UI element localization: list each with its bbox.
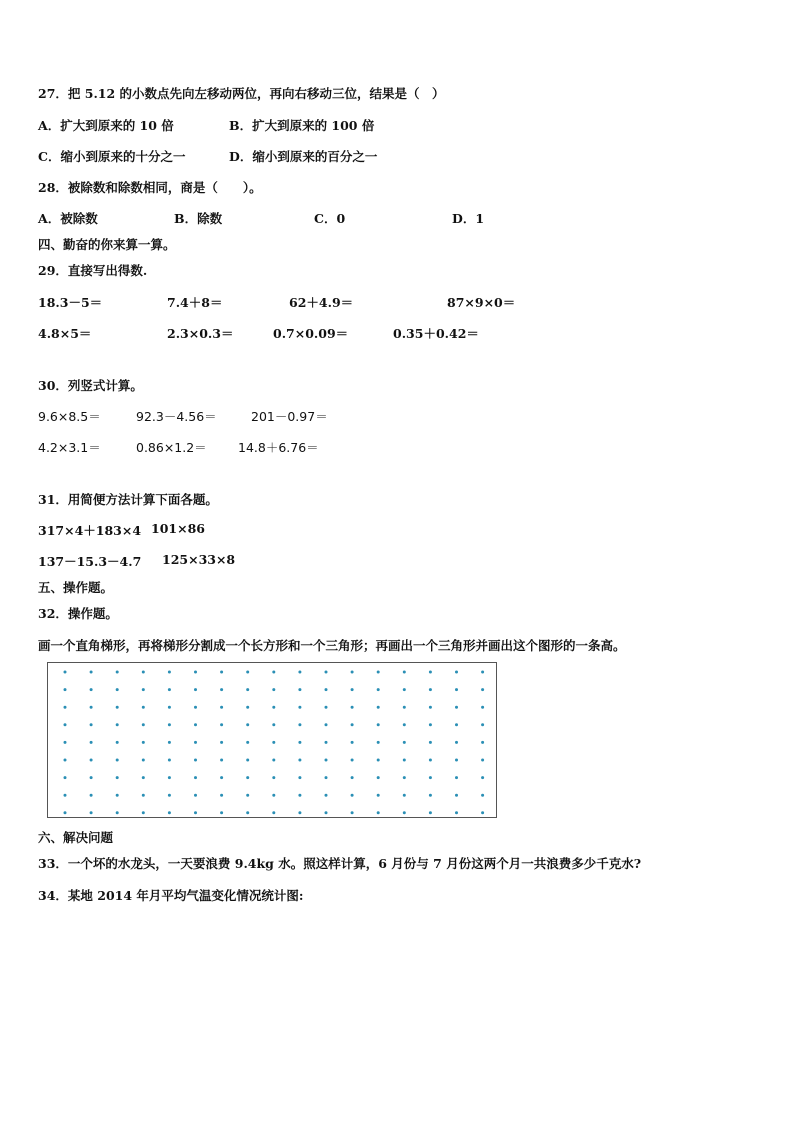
grid-dot <box>194 741 197 744</box>
q30-item: 9.6×8.5＝ <box>38 409 101 424</box>
grid-dot <box>168 671 171 674</box>
q29-item: 18.3－5＝ <box>38 295 103 310</box>
q28-option-a: A．被除数 <box>38 211 98 226</box>
q29-item: 2.3×0.3＝ <box>167 326 234 341</box>
grid-dot <box>272 723 275 726</box>
grid-dot <box>220 811 223 814</box>
grid-dot <box>455 794 458 797</box>
grid-dot <box>325 759 328 762</box>
grid-dot <box>298 811 301 814</box>
grid-dot <box>246 688 249 691</box>
grid-dot <box>90 723 93 726</box>
grid-dot <box>168 794 171 797</box>
grid-dot <box>403 688 406 691</box>
grid-dot <box>246 811 249 814</box>
grid-dot <box>168 776 171 779</box>
grid-dot <box>429 688 432 691</box>
grid-dot <box>64 776 67 779</box>
grid-dot <box>429 776 432 779</box>
grid-dot <box>142 741 145 744</box>
grid-dot <box>194 723 197 726</box>
grid-dot <box>194 688 197 691</box>
grid-dot <box>325 776 328 779</box>
grid-dot <box>298 741 301 744</box>
grid-dot <box>325 706 328 709</box>
grid-dot <box>272 706 275 709</box>
grid-dot <box>403 741 406 744</box>
grid-dot <box>246 741 249 744</box>
grid-dot <box>142 688 145 691</box>
grid-dot <box>351 759 354 762</box>
grid-dot <box>429 759 432 762</box>
grid-dot <box>298 723 301 726</box>
grid-dot <box>481 794 484 797</box>
grid-dot <box>220 794 223 797</box>
grid-dot <box>168 741 171 744</box>
grid-dot <box>194 776 197 779</box>
grid-dot <box>116 706 119 709</box>
grid-dot <box>64 811 67 814</box>
grid-dot <box>325 811 328 814</box>
grid-dot <box>272 794 275 797</box>
grid-dot <box>377 776 380 779</box>
grid-dot <box>194 706 197 709</box>
grid-dot <box>351 741 354 744</box>
q31-item: 125×33×8 <box>162 552 236 567</box>
q28-option-d: D．1 <box>452 211 485 226</box>
dot-grid-canvas <box>48 663 496 817</box>
grid-dot <box>64 759 67 762</box>
grid-dot <box>64 794 67 797</box>
grid-dot <box>90 741 93 744</box>
grid-dot <box>377 759 380 762</box>
grid-dot <box>142 706 145 709</box>
grid-dot <box>142 759 145 762</box>
grid-dot <box>403 706 406 709</box>
grid-dot <box>455 688 458 691</box>
q28-option-c: C．0 <box>314 211 346 226</box>
grid-dot <box>455 741 458 744</box>
grid-dot <box>481 811 484 814</box>
q29-item: 4.8×5＝ <box>38 326 92 341</box>
grid-dot <box>90 688 93 691</box>
grid-dot <box>194 759 197 762</box>
grid-dot <box>64 688 67 691</box>
q32-instruction: 画一个直角梯形，再将梯形分割成一个长方形和一个三角形；再画出一个三角形并画出这个图形的一条高。 <box>38 638 626 653</box>
grid-dot <box>272 759 275 762</box>
grid-dot <box>403 671 406 674</box>
grid-dot <box>377 688 380 691</box>
grid-dot <box>298 671 301 674</box>
q33-stem: 33．一个坏的水龙头，一天要浪费 9.4kg 水。照这样计算，6 月份与 7 月份这两个月一共浪费多少千克水? <box>38 856 642 871</box>
grid-dot <box>142 811 145 814</box>
q29-item: 0.35＋0.42＝ <box>393 326 479 341</box>
grid-dot <box>142 671 145 674</box>
q30-stem: 30．列竖式计算。 <box>38 378 143 393</box>
section-6-heading: 六、解决问题 <box>38 830 114 845</box>
grid-dot <box>481 759 484 762</box>
grid-dot <box>429 706 432 709</box>
grid-dot <box>298 794 301 797</box>
q31-item: 101×86 <box>151 521 205 536</box>
grid-dot <box>168 759 171 762</box>
grid-dot <box>377 811 380 814</box>
grid-dot <box>220 671 223 674</box>
grid-dot <box>325 671 328 674</box>
q27-stem: 27．把 5.12 的小数点先向左移动两位，再向右移动三位，结果是（ ） <box>38 86 445 101</box>
grid-dot <box>194 811 197 814</box>
q30-item: 92.3－4.56＝ <box>136 409 217 424</box>
grid-dot <box>142 776 145 779</box>
grid-dot <box>142 723 145 726</box>
q29-item: 87×9×0＝ <box>447 295 516 310</box>
grid-dot <box>377 706 380 709</box>
grid-dot <box>481 688 484 691</box>
grid-dot <box>272 688 275 691</box>
grid-dot <box>455 776 458 779</box>
grid-dot <box>272 811 275 814</box>
grid-dot <box>351 723 354 726</box>
grid-dot <box>220 688 223 691</box>
grid-dot <box>429 723 432 726</box>
q30-item: 201－0.97＝ <box>251 409 328 424</box>
q27-option-c: C．缩小到原来的十分之一 <box>38 149 186 164</box>
q34-stem: 34．某地 2014 年月平均气温变化情况统计图: <box>38 888 304 903</box>
grid-dot <box>116 759 119 762</box>
grid-dot <box>246 671 249 674</box>
q30-item: 0.86×1.2＝ <box>136 440 207 455</box>
grid-dot <box>403 811 406 814</box>
grid-dot <box>142 794 145 797</box>
q30-item: 14.8＋6.76＝ <box>238 440 319 455</box>
grid-dot <box>220 741 223 744</box>
grid-dot <box>403 723 406 726</box>
q32-stem: 32．操作题。 <box>38 606 118 621</box>
grid-dot <box>429 671 432 674</box>
q30-item: 4.2×3.1＝ <box>38 440 101 455</box>
grid-dot <box>116 794 119 797</box>
grid-dot <box>481 706 484 709</box>
grid-dot <box>168 706 171 709</box>
grid-dot <box>246 706 249 709</box>
grid-dot <box>116 741 119 744</box>
dot-grid <box>47 662 497 818</box>
grid-dot <box>90 794 93 797</box>
grid-dot <box>481 776 484 779</box>
grid-dot <box>246 723 249 726</box>
grid-dot <box>116 811 119 814</box>
q29-stem: 29．直接写出得数. <box>38 263 148 278</box>
grid-dot <box>246 776 249 779</box>
grid-dot <box>90 811 93 814</box>
grid-dot <box>481 741 484 744</box>
grid-dot <box>272 741 275 744</box>
grid-dot <box>116 776 119 779</box>
grid-dot <box>220 706 223 709</box>
grid-dot <box>351 688 354 691</box>
q29-item: 0.7×0.09＝ <box>273 326 349 341</box>
grid-dot <box>481 723 484 726</box>
grid-dot <box>220 776 223 779</box>
grid-dot <box>377 794 380 797</box>
grid-dot <box>455 671 458 674</box>
grid-dot <box>377 741 380 744</box>
q31-stem: 31．用简便方法计算下面各题。 <box>38 492 218 507</box>
grid-dot <box>403 794 406 797</box>
grid-dot <box>246 794 249 797</box>
grid-dot <box>298 688 301 691</box>
grid-dot <box>246 759 249 762</box>
grid-dot <box>64 723 67 726</box>
grid-dot <box>90 759 93 762</box>
grid-dot <box>64 671 67 674</box>
grid-dot <box>377 671 380 674</box>
grid-dot <box>351 671 354 674</box>
grid-dot <box>403 759 406 762</box>
grid-dot <box>298 759 301 762</box>
grid-dot <box>298 776 301 779</box>
grid-dot <box>351 794 354 797</box>
grid-dot <box>272 671 275 674</box>
grid-dot <box>90 706 93 709</box>
grid-dot <box>220 723 223 726</box>
grid-dot <box>455 723 458 726</box>
grid-dot <box>194 671 197 674</box>
grid-dot <box>90 776 93 779</box>
grid-dot <box>455 811 458 814</box>
grid-dot <box>298 706 301 709</box>
grid-dot <box>455 759 458 762</box>
grid-dot <box>325 688 328 691</box>
grid-dot <box>116 688 119 691</box>
grid-dot <box>194 794 197 797</box>
grid-dot <box>325 723 328 726</box>
section-5-heading: 五、操作题。 <box>38 580 114 595</box>
grid-dot <box>116 723 119 726</box>
q28-stem: 28．被除数和除数相同，商是（ ）。 <box>38 180 262 195</box>
grid-dot <box>429 811 432 814</box>
q27-option-b: B．扩大到原来的 100 倍 <box>229 118 375 133</box>
grid-dot <box>403 776 406 779</box>
grid-dot <box>481 671 484 674</box>
grid-dot <box>220 759 223 762</box>
grid-dot <box>325 741 328 744</box>
grid-dot <box>351 811 354 814</box>
grid-dot <box>272 776 275 779</box>
grid-dot <box>116 671 119 674</box>
grid-dot <box>64 741 67 744</box>
grid-dot <box>168 688 171 691</box>
q27-option-d: D．缩小到原来的百分之一 <box>229 149 378 164</box>
grid-dot <box>351 776 354 779</box>
q28-option-b: B．除数 <box>174 211 223 226</box>
grid-dot <box>455 706 458 709</box>
grid-dot <box>168 811 171 814</box>
grid-dot <box>64 706 67 709</box>
grid-dot <box>325 794 328 797</box>
grid-dot <box>429 794 432 797</box>
section-4-heading: 四、勤奋的你来算一算。 <box>38 237 176 252</box>
q29-item: 62＋4.9＝ <box>289 295 354 310</box>
q27-option-a: A．扩大到原来的 10 倍 <box>38 118 174 133</box>
grid-dot <box>351 706 354 709</box>
grid-dot <box>377 723 380 726</box>
grid-dot <box>168 723 171 726</box>
grid-dot <box>429 741 432 744</box>
q29-item: 7.4＋8＝ <box>167 295 223 310</box>
q31-item: 137－15.3－4.7 <box>38 554 142 569</box>
q31-item: 317×4＋183×4 <box>38 523 142 538</box>
grid-dot <box>90 671 93 674</box>
